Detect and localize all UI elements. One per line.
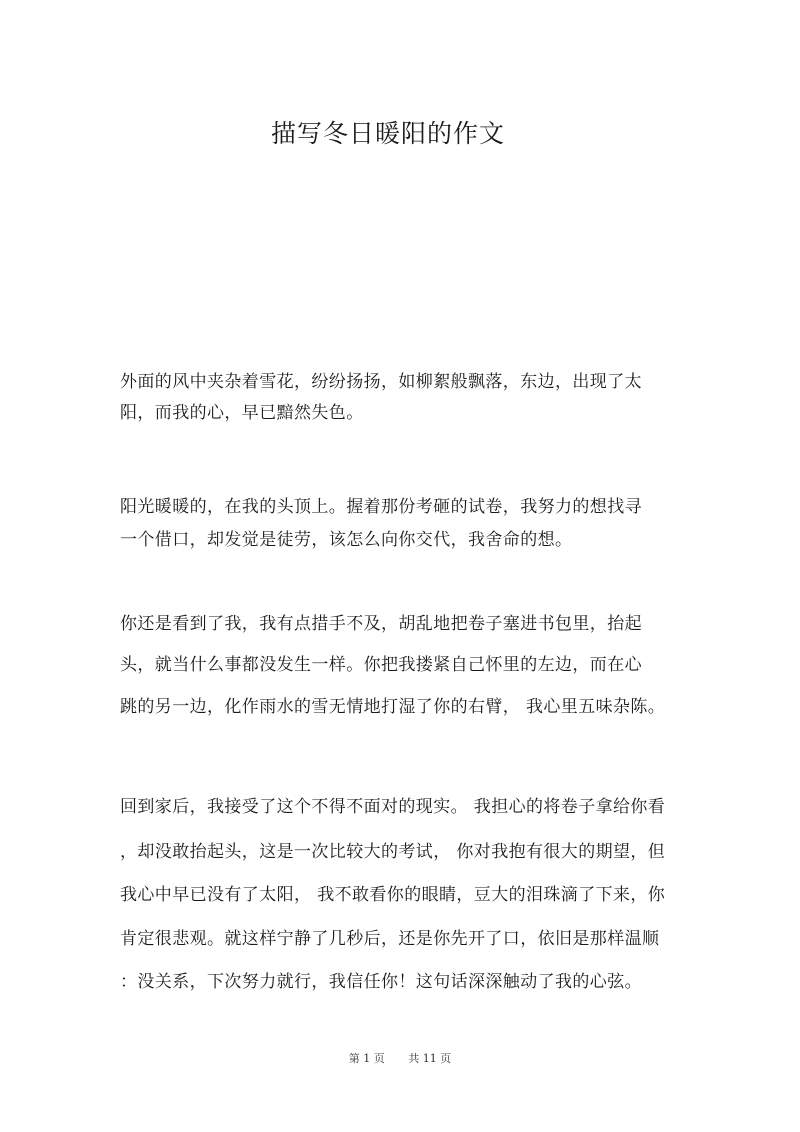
paragraph-1-line-2: 阳，而我的心，早已黯然失色。 bbox=[120, 403, 364, 423]
paragraph-3-line-1: 你还是看到了我，我有点措手不及，胡乱地把卷子塞进书包里，抬起 bbox=[120, 614, 642, 634]
page-total: 共 11 页 bbox=[408, 1052, 452, 1065]
paragraph-4-line-3: 我心中早已没有了太阳， 我不敢看你的眼睛，豆大的泪珠滴了下来，你 bbox=[120, 885, 666, 905]
paragraph-4-line-1: 回到家后，我接受了这个不得不面对的现实。 我担心的将卷子拿给你看 bbox=[120, 797, 666, 817]
paragraph-4-line-5: ：没关系，下次努力就行，我信任你！这句话深深触动了我的心弦。 bbox=[120, 972, 642, 992]
paragraph-3-line-3: 跳的另一边，化作雨水的雪无情地打湿了你的右臂， 我心里五味杂陈。 bbox=[120, 697, 666, 717]
paragraph-3-line-2: 头，就当什么事都没发生一样。你把我搂紧自己怀里的左边，而在心 bbox=[120, 655, 642, 675]
page-number: 第 1 页 bbox=[348, 1052, 385, 1065]
document-title: 描写冬日暖阳的作文 bbox=[270, 119, 505, 148]
page-footer bbox=[0, 1050, 800, 1066]
paragraph-2-line-1: 阳光暖暖的，在我的头顶上。握着那份考砸的试卷，我努力的想找寻 bbox=[120, 497, 642, 517]
paragraph-2-line-2: 一个借口，却发觉是徒劳，该怎么向你交代，我舍命的想。 bbox=[120, 530, 573, 550]
paragraph-4-line-2: ，却没敢抬起头，这是一次比较大的考试， 你对我抱有很大的期望，但 bbox=[120, 842, 666, 862]
paragraph-4-line-4: 肯定很悲观。就这样宁静了几秒后，还是你先开了口，依旧是那样温顺 bbox=[120, 929, 660, 949]
paragraph-1-line-1: 外面的风中夹杂着雪花，纷纷扬扬，如柳絮般飘落，东边，出现了太 bbox=[120, 372, 642, 392]
